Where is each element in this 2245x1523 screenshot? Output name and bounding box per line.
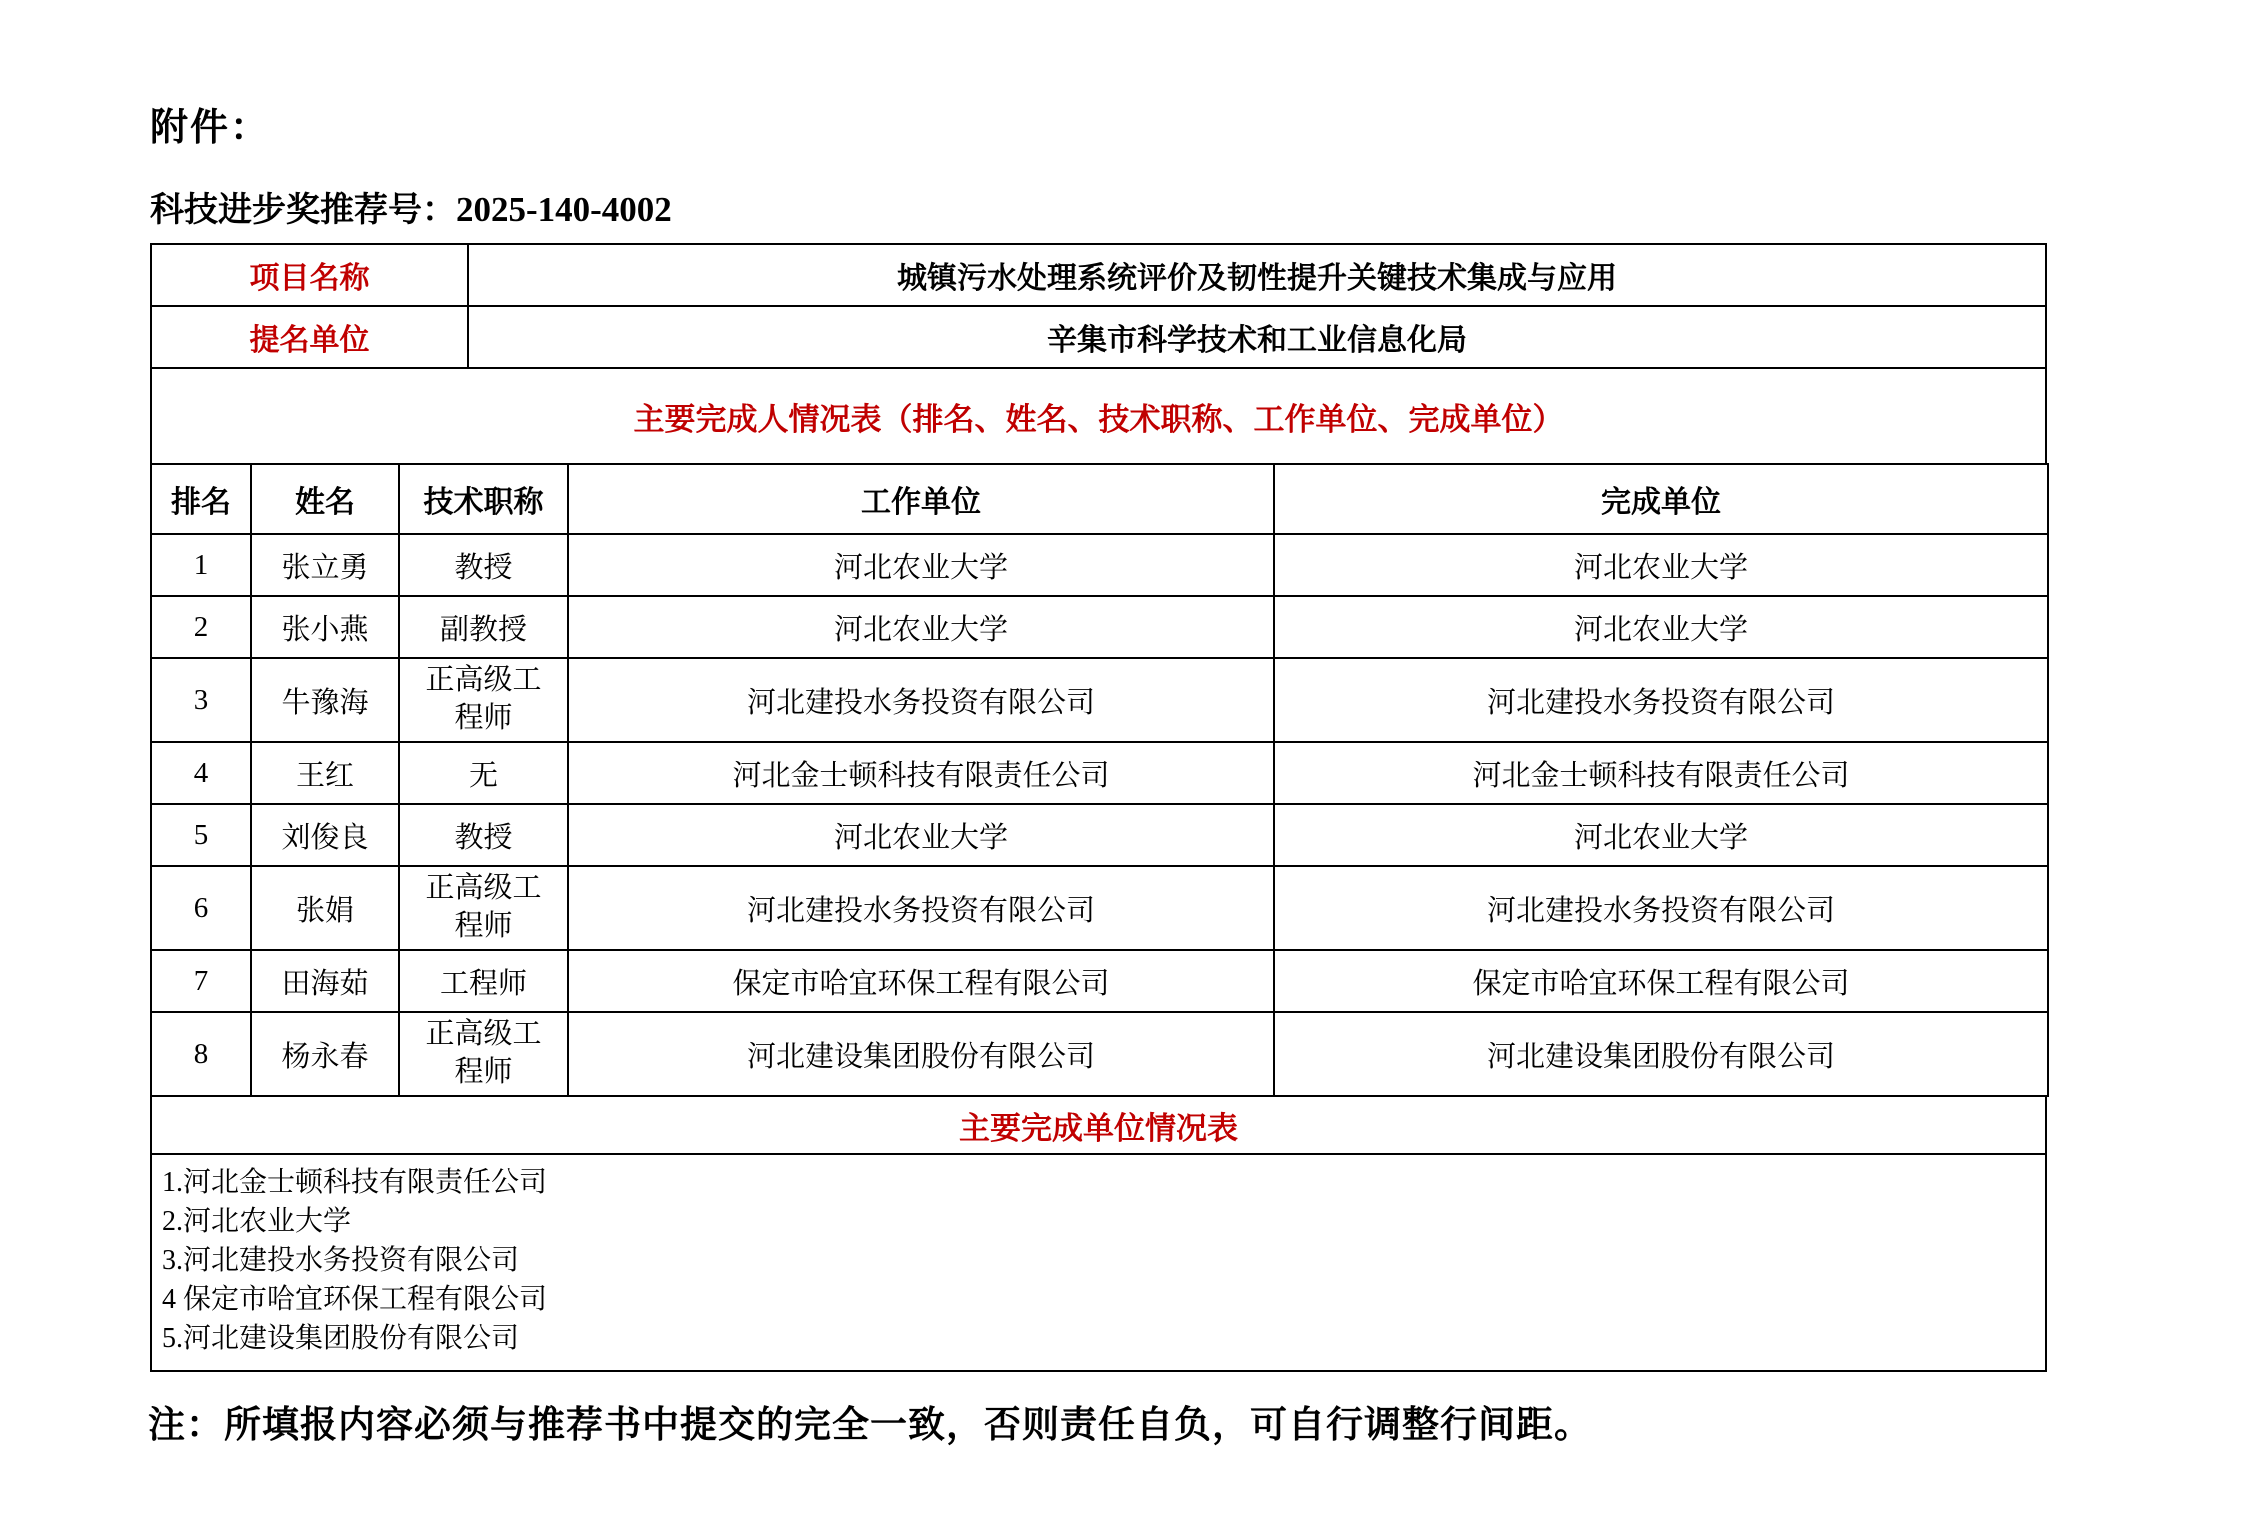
- cell-name: 牛豫海: [251, 658, 399, 742]
- project-name-row: [151, 244, 2046, 306]
- completer-row: [151, 804, 2048, 866]
- cell-rank: 5: [151, 804, 251, 866]
- project-name-label: 项目名称: [151, 244, 468, 306]
- recommendation-number-label: 科技进步奖推荐号：: [150, 192, 456, 229]
- cell-name: 张立勇: [251, 534, 399, 596]
- cell-work-unit: 河北金士顿科技有限责任公司: [568, 742, 1274, 804]
- cell-work-unit: 河北建投水务投资有限公司: [568, 658, 1274, 742]
- attachment-heading: 附件：: [150, 107, 271, 149]
- cell-job-title: 无: [399, 742, 568, 804]
- unit-list-item: 1.河北金士顿科技有限责任公司: [162, 1167, 548, 1198]
- col-header-job-title: 技术职称: [399, 464, 568, 534]
- recommendation-number-value: 2025-140-4002: [456, 190, 672, 229]
- unit-list-item: 2.河北农业大学: [162, 1206, 352, 1237]
- cell-rank: 6: [151, 866, 251, 950]
- cell-completion-unit: 河北农业大学: [1274, 596, 2048, 658]
- cell-name: 杨永春: [251, 1012, 399, 1096]
- cell-job-title: 正高级工程师: [399, 658, 568, 742]
- cell-work-unit: 河北农业大学: [568, 534, 1274, 596]
- cell-work-unit: 河北建投水务投资有限公司: [568, 866, 1274, 950]
- col-header-completion-unit: 完成单位: [1274, 464, 2048, 534]
- cell-job-title: 工程师: [399, 950, 568, 1012]
- recommendation-number-line: [150, 182, 672, 231]
- cell-job-title: 副教授: [399, 596, 568, 658]
- cell-rank: 4: [151, 742, 251, 804]
- completer-row: [151, 658, 2048, 742]
- cell-job-title: 正高级工程师: [399, 1012, 568, 1096]
- units-table-title: 主要完成单位情况表: [150, 1097, 2047, 1155]
- cell-rank: 1: [151, 534, 251, 596]
- completer-row: [151, 1012, 2048, 1096]
- project-name-value: 城镇污水处理系统评价及韧性提升关键技术集成与应用: [468, 244, 2046, 306]
- completers-table-title: 主要完成人情况表（排名、姓名、技术职称、工作单位、完成单位）: [150, 369, 2047, 465]
- completer-row: [151, 866, 2048, 950]
- cell-job-title: 正高级工程师: [399, 866, 568, 950]
- cell-completion-unit: 河北建投水务投资有限公司: [1274, 866, 2048, 950]
- cell-name: 张娟: [251, 866, 399, 950]
- cell-job-title: 教授: [399, 804, 568, 866]
- cell-rank: 2: [151, 596, 251, 658]
- cell-name: 刘俊良: [251, 804, 399, 866]
- completer-row: [151, 742, 2048, 804]
- unit-list-item: 3.河北建投水务投资有限公司: [162, 1245, 520, 1276]
- cell-completion-unit: 河北建投水务投资有限公司: [1274, 658, 2048, 742]
- cell-rank: 8: [151, 1012, 251, 1096]
- nominating-unit-value: 辛集市科学技术和工业信息化局: [468, 306, 2046, 368]
- award-form-table: [150, 243, 2047, 1372]
- col-header-rank: 排名: [151, 464, 251, 534]
- cell-rank: 7: [151, 950, 251, 1012]
- cell-completion-unit: 河北农业大学: [1274, 804, 2048, 866]
- unit-list-item: 5.河北建设集团股份有限公司: [162, 1323, 520, 1354]
- cell-rank: 3: [151, 658, 251, 742]
- completer-row: [151, 596, 2048, 658]
- cell-name: 王红: [251, 742, 399, 804]
- cell-name: 田海茹: [251, 950, 399, 1012]
- cell-job-title: 教授: [399, 534, 568, 596]
- cell-completion-unit: 河北农业大学: [1274, 534, 2048, 596]
- nominating-unit-row: [151, 306, 2046, 368]
- cell-work-unit: 河北农业大学: [568, 804, 1274, 866]
- nominating-unit-label: 提名单位: [151, 306, 468, 368]
- cell-completion-unit: 河北金士顿科技有限责任公司: [1274, 742, 2048, 804]
- cell-work-unit: 河北农业大学: [568, 596, 1274, 658]
- project-info-table: [150, 243, 2047, 369]
- cell-completion-unit: 保定市哈宜环保工程有限公司: [1274, 950, 2048, 1012]
- completer-row: [151, 534, 2048, 596]
- completion-units-list: [150, 1155, 2047, 1372]
- completers-header-row: [151, 464, 2048, 534]
- cell-completion-unit: 河北建设集团股份有限公司: [1274, 1012, 2048, 1096]
- completers-table: [150, 463, 2049, 1097]
- completer-row: [151, 950, 2048, 1012]
- col-header-work-unit: 工作单位: [568, 464, 1274, 534]
- cell-work-unit: 河北建设集团股份有限公司: [568, 1012, 1274, 1096]
- unit-list-item: 4 保定市哈宜环保工程有限公司: [162, 1284, 548, 1315]
- cell-work-unit: 保定市哈宜环保工程有限公司: [568, 950, 1274, 1012]
- footer-note: 注：所填报内容必须与推荐书中提交的完全一致，否则责任自负，可自行调整行间距。: [148, 1405, 1592, 1446]
- col-header-name: 姓名: [251, 464, 399, 534]
- cell-name: 张小燕: [251, 596, 399, 658]
